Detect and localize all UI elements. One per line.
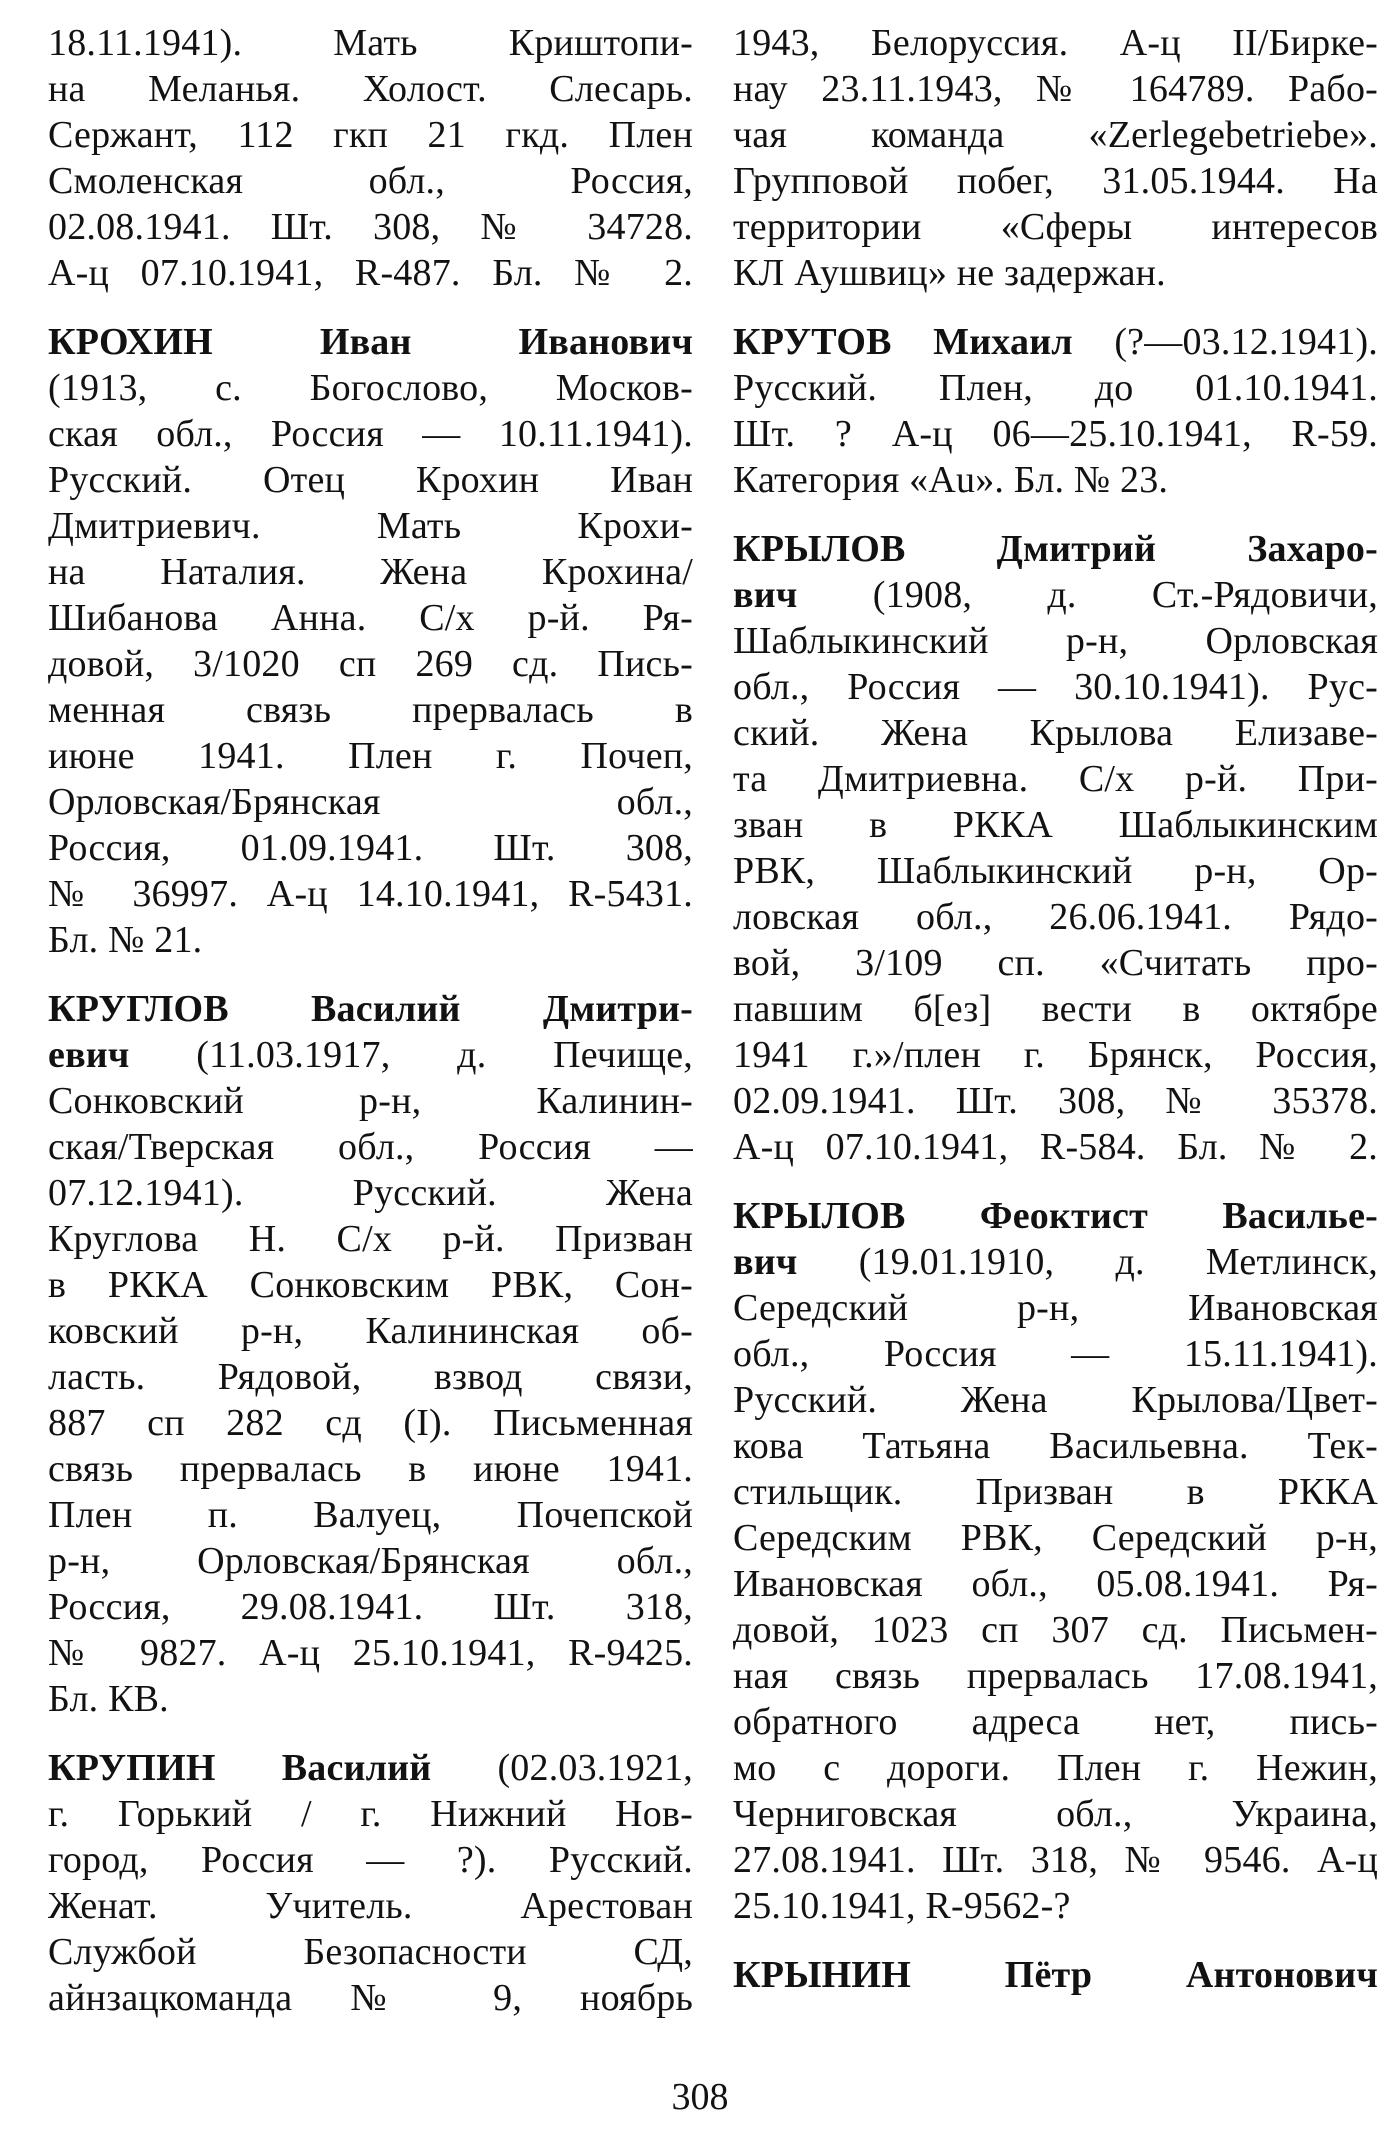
entry-krutov-mikhail [733,319,1378,503]
entry-heading-line [733,572,1378,618]
text-line [48,250,693,296]
entry-krupin-vasiliy [48,1745,693,2021]
text-line [48,1308,693,1354]
line-text: Россия, 29.08.1941. Шт. 318, [48,1586,693,1628]
text-line [733,112,1378,158]
text-line [733,457,1378,503]
text-line [733,1078,1378,1124]
text-line [48,1354,693,1400]
text-line [733,1745,1378,1791]
line-text: Шт. ? А-ц 06—25.10.1941, R-59. [733,413,1378,455]
text-line [733,710,1378,756]
text-line [733,411,1378,457]
line-text: связь прервалась в июне 1941. [48,1448,693,1490]
text-line [733,204,1378,250]
line-text: Русский. Плен, до 01.10.1941. [733,367,1378,409]
text-line [48,1791,693,1837]
person-surname-bold: КРУТОВ Михаил [733,321,1073,363]
text-line [733,1285,1378,1331]
text-line [733,1515,1378,1561]
line-text: айнзацкоманда № 9, ноябрь [48,1977,693,2019]
line-text: А-ц 07.10.1941, R-487. Бл. № 2. [48,252,693,294]
text-line [733,66,1378,112]
text-line [733,20,1378,66]
page-number: 308 [671,2076,729,2118]
text-line [733,802,1378,848]
text-line [48,871,693,917]
entry-krylov-dmitriy-zakharovich [733,526,1378,1170]
line-text: Шаблыкинский р-н, Орловская [733,620,1378,662]
text-line [48,365,693,411]
text-line [733,250,1378,296]
text-line [48,1929,693,1975]
text-line [48,66,693,112]
line-text: довой, 1023 сп 307 сд. Письмен- [733,1609,1378,1651]
line-text: Женат. Учитель. Арестован [48,1885,693,1927]
line-text: (1908, д. Ст.-Рядовичи, [872,574,1378,616]
entry-krylov-feoktist-vasilievich [733,1193,1378,1929]
person-surname-bold: КРУГЛОВ Василий Дмитри- [48,988,693,1030]
line-text: обл., Россия — 30.10.1941). Рус- [733,666,1378,708]
line-text: Категория «Au». Бл. № 23. [733,459,1169,501]
entry-kruglov-vasiliy-dmitrievich [48,986,693,1722]
text-line [48,917,693,963]
text-line [733,986,1378,1032]
line-text: (11.03.1917, д. Печище, [196,1034,693,1076]
line-text: № 9827. А-ц 25.10.1941, R-9425. [48,1632,693,1674]
line-text: ная связь прервалась 17.08.1941, [733,1655,1378,1697]
text-line [733,618,1378,664]
text-line [733,1699,1378,1745]
text-line [48,1630,693,1676]
line-text: ковский р-н, Калининская об- [48,1310,693,1352]
text-line [48,1492,693,1538]
text-line [48,204,693,250]
line-text: РВК, Шаблыкинский р-н, Ор- [733,850,1378,892]
text-line [733,940,1378,986]
text-line [48,20,693,66]
text-line [48,1676,693,1722]
line-text: 1943, Белоруссия. А-ц II/Бирке- [733,22,1378,64]
entry-krokhin-ivan-ivanovich [48,319,693,963]
entry-krynin-pyotr-antonovich [733,1952,1378,1998]
text-line [48,825,693,871]
entry-heading-line [733,526,1378,572]
text-line [48,595,693,641]
line-text: павшим б[ез] вести в октябре [733,988,1378,1030]
text-line [48,158,693,204]
line-text: ловская обл., 26.06.1941. Рядо- [733,896,1378,938]
line-text: А-ц 07.10.1941, R-584. Бл. № 2. [733,1126,1378,1168]
text-line [733,1883,1378,1929]
line-text: г. Горький / г. Нижний Нов- [48,1793,693,1835]
line-text: Середским РВК, Середский р-н, [733,1517,1378,1559]
text-line [48,687,693,733]
line-text: Групповой побег, 31.05.1944. На [733,160,1378,202]
line-text: Бл. КВ. [48,1678,169,1720]
text-line [48,733,693,779]
line-text: нау 23.11.1943, № 164789. Рабо- [733,68,1378,110]
line-text: 887 сп 282 сд (I). Письменная [48,1402,693,1444]
line-text: Середский р-н, Ивановская [733,1287,1378,1329]
line-text: ская/Тверская обл., Россия — [48,1126,693,1168]
text-line [733,894,1378,940]
text-line [48,1538,693,1584]
line-text: кова Татьяна Васильевна. Тек- [733,1425,1378,1467]
text-line [733,365,1378,411]
person-surname-bold: евич [48,1034,130,1076]
text-column-right [733,20,1378,2021]
line-text: 02.08.1941. Шт. 308, № 34728. [48,206,693,248]
person-surname-bold: вич [733,574,798,616]
line-text: ский. Жена Крылова Елизаве- [733,712,1378,754]
text-line [48,1170,693,1216]
line-text: довой, 3/1020 сп 269 сд. Пись- [48,643,693,685]
line-text: № 36997. А-ц 14.10.1941, R-5431. [48,873,693,915]
entry-heading-line [733,1952,1378,1998]
text-line [48,641,693,687]
text-line [48,411,693,457]
line-text: Бл. № 21. [48,919,203,961]
line-text: на Наталия. Жена Крохина/ [48,551,693,593]
entry-heading-line [48,1032,693,1078]
person-surname-bold: КРУПИН Василий [48,1747,432,1789]
entry-continuation-krishtopin [48,20,693,296]
text-line [733,848,1378,894]
line-text: Орловская/Брянская обл., [48,781,693,823]
line-text: ская обл., Россия — 10.11.1941). [48,413,693,455]
line-text: Смоленская обл., Россия, [48,160,693,202]
line-text: обл., Россия — 15.11.1941). [733,1333,1378,1375]
text-line [733,1837,1378,1883]
line-text: город, Россия — ?). Русский. [48,1839,693,1881]
line-text: июне 1941. Плен г. Почеп, [48,735,693,777]
line-text: на Меланья. Холост. Слесарь. [48,68,693,110]
text-line [48,1216,693,1262]
line-text: Дмитриевич. Мать Крохи- [48,505,693,547]
line-text: Россия, 01.09.1941. Шт. 308, [48,827,693,869]
text-line [48,457,693,503]
line-text: ласть. Рядовой, взвод связи, [48,1356,693,1398]
text-line [733,664,1378,710]
line-text: менная связь прервалась в [48,689,693,731]
line-text: (1913, с. Богослово, Москов- [48,367,693,409]
text-line [48,1124,693,1170]
person-surname-bold: КРЫЛОВ Дмитрий Захаро- [733,528,1378,570]
line-text: 02.09.1941. Шт. 308, № 35378. [733,1080,1378,1122]
line-text: чая команда «Zerlegebetriebe». [733,114,1378,156]
text-line [48,1883,693,1929]
line-text: зван в РККА Шаблыкинским [733,804,1378,846]
entry-continuation-krupin [733,20,1378,296]
line-text: та Дмитриевна. С/х р-й. При- [733,758,1378,800]
line-text: Сержант, 112 гкп 21 гкд. Плен [48,114,693,156]
entry-heading-line [48,986,693,1032]
line-text: 18.11.1941). Мать Криштопи- [48,22,693,64]
line-text: р-н, Орловская/Брянская обл., [48,1540,693,1582]
text-line [733,1423,1378,1469]
text-line [48,1446,693,1492]
person-surname-bold: КРЫНИН Пётр Антонович [733,1954,1378,1996]
line-text: Службой Безопасности СД, [48,1931,693,1973]
text-line [48,1078,693,1124]
line-text: Черниговская обл., Украина, [733,1793,1378,1835]
entry-heading-line [733,1193,1378,1239]
line-text: Русский. Жена Крылова/Цвет- [733,1379,1378,1421]
entry-heading-line [733,319,1378,365]
line-text: стильщик. Призван в РККА [733,1471,1378,1513]
line-text: обратного адреса нет, пись- [733,1701,1378,1743]
entry-heading-line [48,1745,693,1791]
line-text: территории «Сферы интересов [733,206,1378,248]
text-line [733,756,1378,802]
text-column-left [48,20,693,2021]
text-line [733,1124,1378,1170]
line-text: Круглова Н. С/х р-й. Призван [48,1218,693,1260]
text-line [733,1653,1378,1699]
line-text: Русский. Отец Крохин Иван [48,459,693,501]
text-line [48,1837,693,1883]
text-line [48,1262,693,1308]
line-text: Ивановская обл., 05.08.1941. Ря- [733,1563,1378,1605]
text-line [733,1377,1378,1423]
entry-heading-line [48,319,693,365]
line-text: 25.10.1941, R-9562-? [733,1885,1071,1927]
text-line [48,503,693,549]
line-text: (19.01.1910, д. Метлинск, [858,1241,1379,1283]
text-line [48,112,693,158]
person-surname-bold: вич [733,1241,798,1283]
text-line [48,549,693,595]
line-text: 27.08.1941. Шт. 318, № 9546. А-ц [733,1839,1378,1881]
line-text: 07.12.1941). Русский. Жена [48,1172,693,1214]
line-text: (02.03.1921, [497,1747,693,1789]
text-line [733,1607,1378,1653]
text-line [733,1561,1378,1607]
text-line [48,1400,693,1446]
line-text: 1941 г.»/плен г. Брянск, Россия, [733,1034,1378,1076]
text-line [48,1975,693,2021]
line-text: Шибанова Анна. С/х р-й. Ря- [48,597,693,639]
text-line [733,1331,1378,1377]
text-line [733,1791,1378,1837]
line-text: мо с дороги. Плен г. Нежин, [733,1747,1378,1789]
person-surname-bold: КРЫЛОВ Феоктист Василье- [733,1195,1378,1237]
text-line [733,1032,1378,1078]
text-line [48,779,693,825]
line-text: Сонковский р-н, Калинин- [48,1080,693,1122]
line-text: (?—03.12.1941). [1114,321,1379,363]
entry-heading-line [733,1239,1378,1285]
text-line [48,1584,693,1630]
line-text: КЛ Аушвиц» не задержан. [733,252,1166,294]
person-surname-bold: КРОХИН Иван Иванович [48,321,693,363]
line-text: вой, 3/109 сп. «Считать про- [733,942,1378,984]
line-text: Плен п. Валуец, Почепской [48,1494,693,1536]
line-text: в РККА Сонковским РВК, Сон- [48,1264,693,1306]
text-line [733,1469,1378,1515]
text-line [733,158,1378,204]
